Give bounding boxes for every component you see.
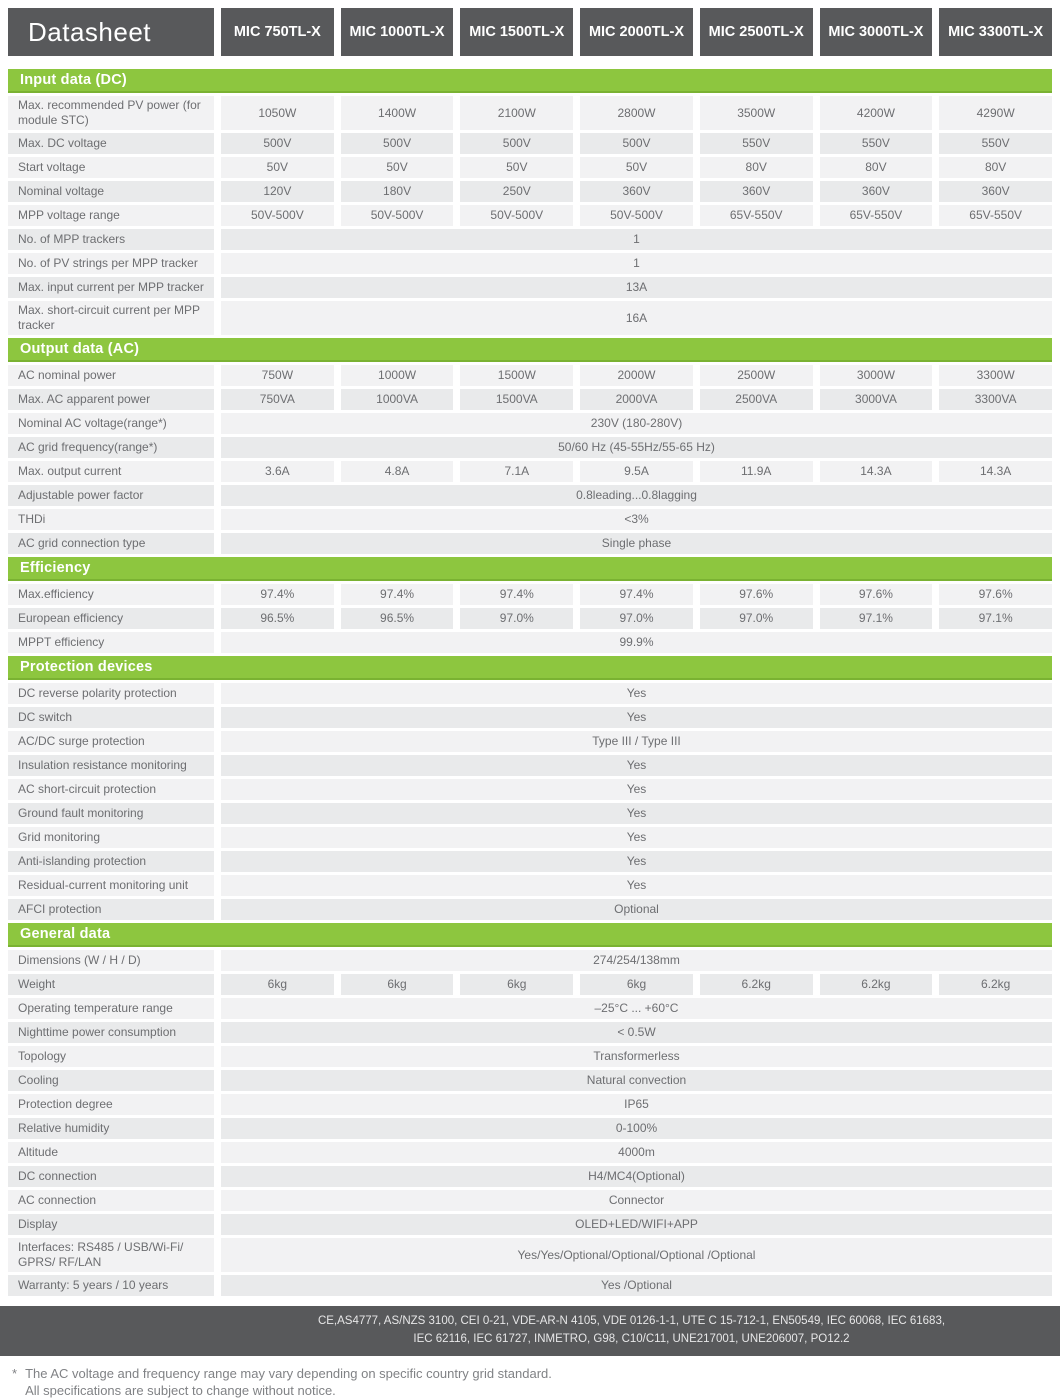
spec-value-merged: 50/60 Hz (45-55Hz/55-65 Hz) <box>221 437 1052 458</box>
spec-value-merged: 0-100% <box>221 1118 1052 1139</box>
table-row <box>8 96 1052 130</box>
section-header-efficiency <box>8 557 1052 581</box>
spec-value: 2500W <box>700 365 813 386</box>
table-row <box>8 533 1052 554</box>
spec-value: 1400W <box>341 96 454 130</box>
spec-value: 50V <box>221 157 334 178</box>
spec-value-merged: <3% <box>221 509 1052 530</box>
spec-value: 50V-500V <box>341 205 454 226</box>
spec-value-merged: Yes <box>221 755 1052 776</box>
spec-value: 6.2kg <box>820 974 933 995</box>
spec-value: 97.0% <box>700 608 813 629</box>
table-row <box>8 875 1052 896</box>
spec-value-merged: OLED+LED/WIFI+APP <box>221 1214 1052 1235</box>
spec-value: 97.6% <box>820 584 933 605</box>
spec-value: 7.1A <box>460 461 573 482</box>
footnote-line1: The AC voltage and frequency range may vary depending on specific country grid standard. <box>25 1365 552 1381</box>
spec-value: 6kg <box>221 974 334 995</box>
table-row <box>8 509 1052 530</box>
row-label: THDi <box>8 509 214 530</box>
table-row <box>8 998 1052 1019</box>
row-label: Max. short-circuit current per MPP tracker <box>8 301 214 335</box>
spec-value: 97.4% <box>460 584 573 605</box>
column-header-mic-2500tl-x: MIC 2500TL-X <box>700 8 813 56</box>
row-label: Insulation resistance monitoring <box>8 755 214 776</box>
table-row <box>8 461 1052 482</box>
spec-value: 120V <box>221 181 334 202</box>
spec-value: 550V <box>700 133 813 154</box>
table-row <box>8 413 1052 434</box>
spec-value: 3.6A <box>221 461 334 482</box>
footnote-text <box>25 1365 552 1400</box>
spec-value: 97.1% <box>939 608 1052 629</box>
row-label: AFCI protection <box>8 899 214 920</box>
table-row <box>8 301 1052 335</box>
certifications-band <box>0 1306 1060 1356</box>
footnote-line2: All specifications are subject to change without notice. <box>25 1383 336 1399</box>
table-row <box>8 950 1052 971</box>
section-title: Protection devices <box>20 659 153 675</box>
spec-value: 250V <box>460 181 573 202</box>
spec-value-merged: 0.8leading...0.8lagging <box>221 485 1052 506</box>
spec-value-merged: Yes/Yes/Optional/Optional/Optional /Optional <box>221 1238 1052 1272</box>
spec-value-merged: 1 <box>221 253 1052 274</box>
table-header-row <box>8 8 1052 56</box>
footnote <box>0 1356 1060 1400</box>
spec-value: 97.1% <box>820 608 933 629</box>
spec-value-merged: 16A <box>221 301 1052 335</box>
table-row <box>8 1166 1052 1187</box>
table-row <box>8 584 1052 605</box>
table-row <box>8 974 1052 995</box>
row-label: Grid monitoring <box>8 827 214 848</box>
section-title: Input data (DC) <box>20 72 127 88</box>
spec-value: 1050W <box>221 96 334 130</box>
spec-value: 50V <box>460 157 573 178</box>
row-label: Dimensions (W / H / D) <box>8 950 214 971</box>
spec-value: 97.6% <box>700 584 813 605</box>
table-row <box>8 632 1052 653</box>
footnote-asterisk: * <box>12 1365 18 1381</box>
spec-value: 6kg <box>460 974 573 995</box>
column-header-mic-1500tl-x: MIC 1500TL-X <box>460 8 573 56</box>
row-label: AC nominal power <box>8 365 214 386</box>
row-label: DC reverse polarity protection <box>8 683 214 704</box>
spec-value-merged: Yes /Optional <box>221 1275 1052 1296</box>
spec-value: 97.4% <box>341 584 454 605</box>
spec-value: 97.0% <box>580 608 693 629</box>
row-label: MPP voltage range <box>8 205 214 226</box>
table-row <box>8 229 1052 250</box>
row-label: Max.efficiency <box>8 584 214 605</box>
spec-value-merged: 13A <box>221 277 1052 298</box>
spec-value: 1500VA <box>460 389 573 410</box>
row-label: Adjustable power factor <box>8 485 214 506</box>
table-row <box>8 389 1052 410</box>
spec-value: 2000VA <box>580 389 693 410</box>
table-row <box>8 1118 1052 1139</box>
column-header-mic-3300tl-x: MIC 3300TL-X <box>939 8 1052 56</box>
row-label: DC switch <box>8 707 214 728</box>
table-row <box>8 1238 1052 1272</box>
spec-value-merged: Yes <box>221 707 1052 728</box>
spec-value-merged: Yes <box>221 851 1052 872</box>
row-label: Cooling <box>8 1070 214 1091</box>
spec-value-merged: Connector <box>221 1190 1052 1211</box>
spec-value: 11.9A <box>700 461 813 482</box>
spec-value: 1500W <box>460 365 573 386</box>
row-label: No. of MPP trackers <box>8 229 214 250</box>
spec-value: 65V-550V <box>700 205 813 226</box>
spec-value: 2800W <box>580 96 693 130</box>
spec-value: 360V <box>700 181 813 202</box>
spec-value-merged: IP65 <box>221 1094 1052 1115</box>
spec-value-merged: Yes <box>221 875 1052 896</box>
spec-value: 360V <box>580 181 693 202</box>
table-row <box>8 1190 1052 1211</box>
certifications-line1: CE,AS4777, AS/NZS 3100, CEI 0-21, VDE-AR-N 4105, VDE 0126-1-1, UTE C 15-712-1, EN50549, IEC 60068, IEC 61683, <box>317 1315 946 1327</box>
spec-value: 500V <box>580 133 693 154</box>
row-label: Anti-islanding protection <box>8 851 214 872</box>
table-row <box>8 1214 1052 1235</box>
row-label: Altitude <box>8 1142 214 1163</box>
row-label: No. of PV strings per MPP tracker <box>8 253 214 274</box>
spec-value: 14.3A <box>939 461 1052 482</box>
section-title: Efficiency <box>20 560 91 576</box>
spec-value: 80V <box>820 157 933 178</box>
spec-value: 97.4% <box>580 584 693 605</box>
row-label: Display <box>8 1214 214 1235</box>
row-label: DC connection <box>8 1166 214 1187</box>
spec-value: 1000W <box>341 365 454 386</box>
spec-value: 500V <box>460 133 573 154</box>
row-label: Max. DC voltage <box>8 133 214 154</box>
table-row <box>8 779 1052 800</box>
spec-value-merged: Yes <box>221 683 1052 704</box>
table-row <box>8 827 1052 848</box>
row-label: Max. recommended PV power (for module STC) <box>8 96 214 130</box>
table-row <box>8 1275 1052 1296</box>
spec-value: 6kg <box>580 974 693 995</box>
table-row <box>8 683 1052 704</box>
section-title: Output data (AC) <box>20 341 140 357</box>
row-label: Start voltage <box>8 157 214 178</box>
table-row <box>8 157 1052 178</box>
row-label: Nominal AC voltage(range*) <box>8 413 214 434</box>
section-header-protection-devices <box>8 656 1052 680</box>
row-label: Residual-current monitoring unit <box>8 875 214 896</box>
spec-value: 14.3A <box>820 461 933 482</box>
spec-value: 9.5A <box>580 461 693 482</box>
spec-value-merged: Yes <box>221 779 1052 800</box>
spec-value-merged: 4000m <box>221 1142 1052 1163</box>
spec-value-merged: Yes <box>221 803 1052 824</box>
table-row <box>8 899 1052 920</box>
spec-value: 4200W <box>820 96 933 130</box>
spec-value: 180V <box>341 181 454 202</box>
certifications-line2: IEC 62116, IEC 61727, INMETRO, G98, C10/C11, UNE217001, UNE206007, PO12.2 <box>413 1332 850 1345</box>
spec-value-merged: 1 <box>221 229 1052 250</box>
row-label: AC short-circuit protection <box>8 779 214 800</box>
column-header-mic-750tl-x: MIC 750TL-X <box>221 8 334 56</box>
spec-value-merged: Transformerless <box>221 1046 1052 1067</box>
row-label: Weight <box>8 974 214 995</box>
table-row <box>8 755 1052 776</box>
spec-value: 97.4% <box>221 584 334 605</box>
spec-table <box>8 69 1052 1296</box>
spec-value: 50V-500V <box>221 205 334 226</box>
spec-value: 4290W <box>939 96 1052 130</box>
table-row <box>8 707 1052 728</box>
row-label: MPPT efficiency <box>8 632 214 653</box>
row-label: AC grid frequency(range*) <box>8 437 214 458</box>
section-header-input-data-dc <box>8 69 1052 93</box>
row-label: Nominal voltage <box>8 181 214 202</box>
spec-value: 500V <box>341 133 454 154</box>
row-label: European efficiency <box>8 608 214 629</box>
column-header-mic-3000tl-x: MIC 3000TL-X <box>820 8 933 56</box>
row-label: Operating temperature range <box>8 998 214 1019</box>
table-row <box>8 1022 1052 1043</box>
spec-value: 500V <box>221 133 334 154</box>
table-row <box>8 277 1052 298</box>
spec-value: 1000VA <box>341 389 454 410</box>
spec-value: 3500W <box>700 96 813 130</box>
row-label: Interfaces: RS485 / USB/Wi-Fi/ GPRS/ RF/LAN <box>8 1238 214 1272</box>
table-row <box>8 181 1052 202</box>
column-header-mic-1000tl-x: MIC 1000TL-X <box>341 8 454 56</box>
table-row <box>8 365 1052 386</box>
spec-value: 50V-500V <box>580 205 693 226</box>
spec-value-merged: Optional <box>221 899 1052 920</box>
spec-value-merged: 99.9% <box>221 632 1052 653</box>
spec-value: 97.0% <box>460 608 573 629</box>
table-row <box>8 608 1052 629</box>
table-row <box>8 437 1052 458</box>
spec-value: 2100W <box>460 96 573 130</box>
spec-value: 3000VA <box>820 389 933 410</box>
spec-value-merged: Yes <box>221 827 1052 848</box>
spec-value: 65V-550V <box>820 205 933 226</box>
table-row <box>8 205 1052 226</box>
table-row <box>8 253 1052 274</box>
spec-value: 360V <box>939 181 1052 202</box>
spec-value-merged: Single phase <box>221 533 1052 554</box>
spec-value: 96.5% <box>221 608 334 629</box>
row-label: Max. input current per MPP tracker <box>8 277 214 298</box>
spec-value: 3300VA <box>939 389 1052 410</box>
spec-value: 80V <box>700 157 813 178</box>
spec-value: 50V <box>580 157 693 178</box>
spec-value: 6.2kg <box>939 974 1052 995</box>
spec-value: 2500VA <box>700 389 813 410</box>
spec-value-merged: Natural convection <box>221 1070 1052 1091</box>
spec-value: 550V <box>820 133 933 154</box>
table-row <box>8 1070 1052 1091</box>
spec-value: 3300W <box>939 365 1052 386</box>
column-header-mic-2000tl-x: MIC 2000TL-X <box>580 8 693 56</box>
table-row <box>8 485 1052 506</box>
table-row <box>8 731 1052 752</box>
table-row <box>8 1142 1052 1163</box>
table-row <box>8 1046 1052 1067</box>
spec-value: 6kg <box>341 974 454 995</box>
table-row <box>8 803 1052 824</box>
page-title <box>8 8 214 56</box>
spec-value-merged: < 0.5W <box>221 1022 1052 1043</box>
spec-value-merged: 230V (180-280V) <box>221 413 1052 434</box>
section-title: General data <box>20 926 111 942</box>
row-label: Warranty: 5 years / 10 years <box>8 1275 214 1296</box>
spec-value: 96.5% <box>341 608 454 629</box>
spec-value: 2000W <box>580 365 693 386</box>
row-label: AC/DC surge protection <box>8 731 214 752</box>
spec-value-merged: Type III / Type III <box>221 731 1052 752</box>
section-header-general-data <box>8 923 1052 947</box>
row-label: Ground fault monitoring <box>8 803 214 824</box>
spec-value: 4.8A <box>341 461 454 482</box>
row-label: Max. output current <box>8 461 214 482</box>
spec-value: 97.6% <box>939 584 1052 605</box>
spec-value: 750W <box>221 365 334 386</box>
section-header-output-data-ac <box>8 338 1052 362</box>
spec-value: 65V-550V <box>939 205 1052 226</box>
page-title-text: Datasheet <box>28 16 152 47</box>
row-label: Nighttime power consumption <box>8 1022 214 1043</box>
row-label: Max. AC apparent power <box>8 389 214 410</box>
spec-value: 550V <box>939 133 1052 154</box>
row-label: AC connection <box>8 1190 214 1211</box>
spec-value: 6.2kg <box>700 974 813 995</box>
table-row <box>8 1094 1052 1115</box>
spec-value: 80V <box>939 157 1052 178</box>
row-label: Protection degree <box>8 1094 214 1115</box>
spec-value: 50V-500V <box>460 205 573 226</box>
table-row <box>8 133 1052 154</box>
row-label: Topology <box>8 1046 214 1067</box>
spec-value: 360V <box>820 181 933 202</box>
row-label: AC grid connection type <box>8 533 214 554</box>
spec-value-merged: H4/MC4(Optional) <box>221 1166 1052 1187</box>
spec-value: 3000W <box>820 365 933 386</box>
spec-value: 50V <box>341 157 454 178</box>
row-label: Relative humidity <box>8 1118 214 1139</box>
table-row <box>8 851 1052 872</box>
spec-value: 750VA <box>221 389 334 410</box>
spec-value-merged: –25°C ... +60°C <box>221 998 1052 1019</box>
spec-value-merged: 274/254/138mm <box>221 950 1052 971</box>
